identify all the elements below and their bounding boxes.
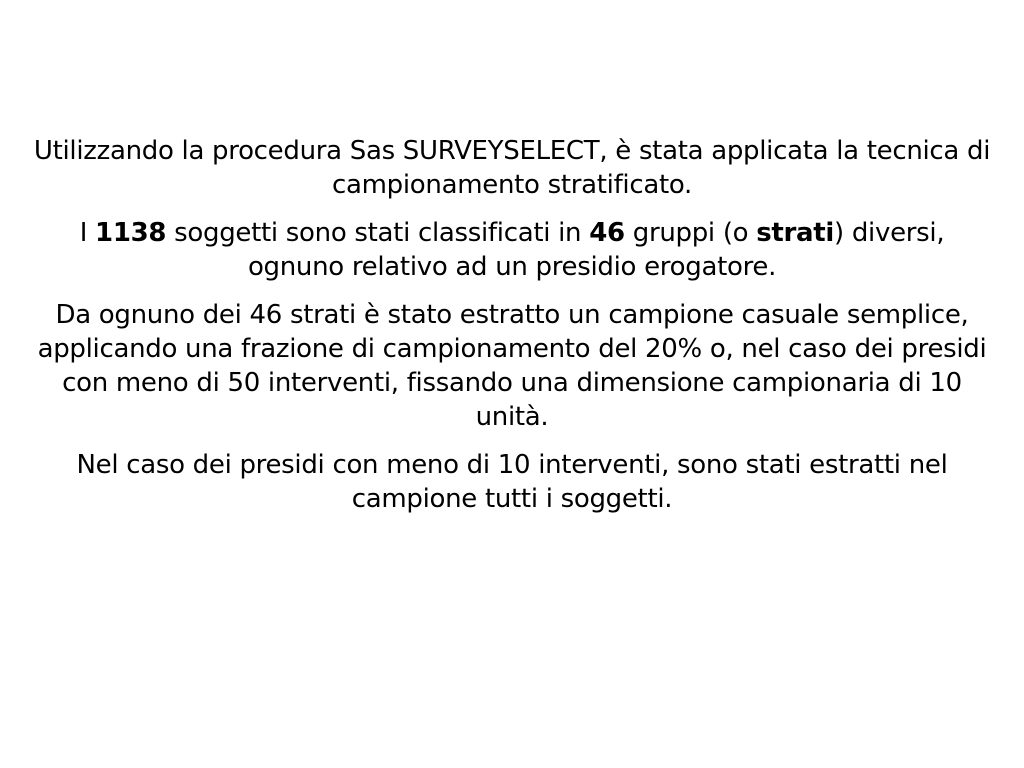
strata-text-1: I — [79, 218, 96, 248]
paragraph-sampling: Da ognuno dei 46 strati è stato estratto un campione casuale semplice, applicando una frazione di campionamento del 20% o, nel caso dei presidi con meno di 50 interventi, fissando una dimensione campionaria di 10 unità. — [37, 300, 987, 432]
paragraph-strata — [30, 216, 994, 284]
slide-body — [30, 134, 994, 530]
strata-text-2: soggetti sono stati classificati in — [166, 218, 590, 248]
paragraph-procedure: Utilizzando la procedura Sas SURVEYSELECT, è stata applicata la tecnica di campionamento stratificato. — [33, 136, 991, 200]
strata-text-3: gruppi (o — [624, 218, 757, 248]
strata-term: strati — [756, 218, 835, 248]
strata-text-4: ) diversi, ognuno relativo ad un presidio erogatore. — [247, 218, 945, 282]
subjects-count: 1138 — [95, 218, 167, 248]
paragraph-small-presidi: Nel caso dei presidi con meno di 10 interventi, sono stati estratti nel campione tutti i soggetti. — [76, 450, 948, 514]
groups-count: 46 — [589, 218, 625, 248]
